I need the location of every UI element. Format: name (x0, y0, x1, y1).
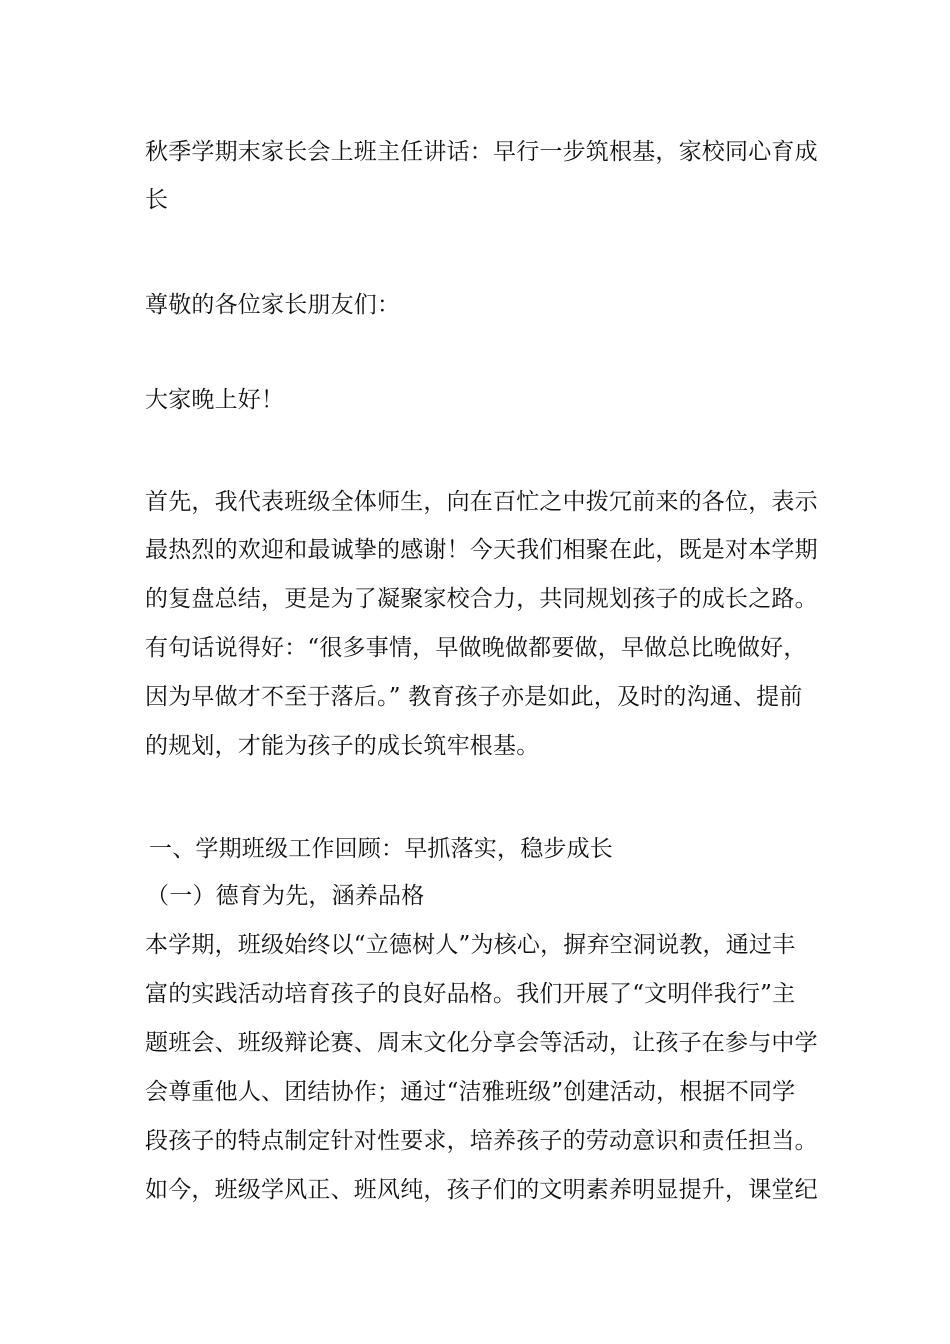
salutation: 尊敬的各位家长朋友们： (145, 292, 401, 318)
subsection-heading-1: （一）德育为先，涵养品格 (146, 883, 425, 909)
intro-line-4: 有句话说得好：“很多事情，早做晚做都要做，早做总比晚做好， (145, 635, 807, 661)
body-line-2: 富的实践活动培育孩子的良好品格。我们开展了“文明伴我行”主 (145, 981, 796, 1007)
greeting: 大家晚上好！ (145, 387, 285, 413)
body-line-5: 段孩子的特点制定针对性要求，培养孩子的劳动意识和责任担当。 (145, 1128, 818, 1154)
intro-line-1: 首先，我代表班级全体师生，向在百忙之中拨冗前来的各位，表示 (145, 489, 818, 515)
body-line-6: 如今，班级学风正、班风纯，孩子们的文明素养明显提升，课堂纪 (145, 1177, 818, 1203)
intro-line-2: 最热烈的欢迎和最诚挚的感谢！今天我们相聚在此，既是对本学期 (145, 537, 818, 563)
intro-line-5: 因为早做才不至于落后。” 教育孩子亦是如此，及时的沟通、提前 (145, 684, 803, 710)
body-line-4: 会尊重他人、团结协作；通过“洁雅班级”创建活动，根据不同学 (145, 1079, 796, 1105)
body-line-1: 本学期，班级始终以“立德树人”为核心，摒弃空洞说教，通过丰 (145, 932, 796, 958)
section-heading-1: 一、学期班级工作回顾：早抓落实，稳步成长 (149, 836, 613, 862)
intro-line-3: 的复盘总结，更是为了凝聚家校合力，共同规划孩子的成长之路。 (145, 586, 818, 612)
intro-line-6: 的规划，才能为孩子的成长筑牢根基。 (145, 733, 540, 759)
body-line-3: 题班会、班级辩论赛、周末文化分享会等活动，让孩子在参与中学 (145, 1030, 818, 1056)
title-line-1: 秋季学期末家长会上班主任讲话：早行一步筑根基，家校同心育成 (145, 139, 818, 165)
title-line-2: 长 (145, 187, 169, 213)
